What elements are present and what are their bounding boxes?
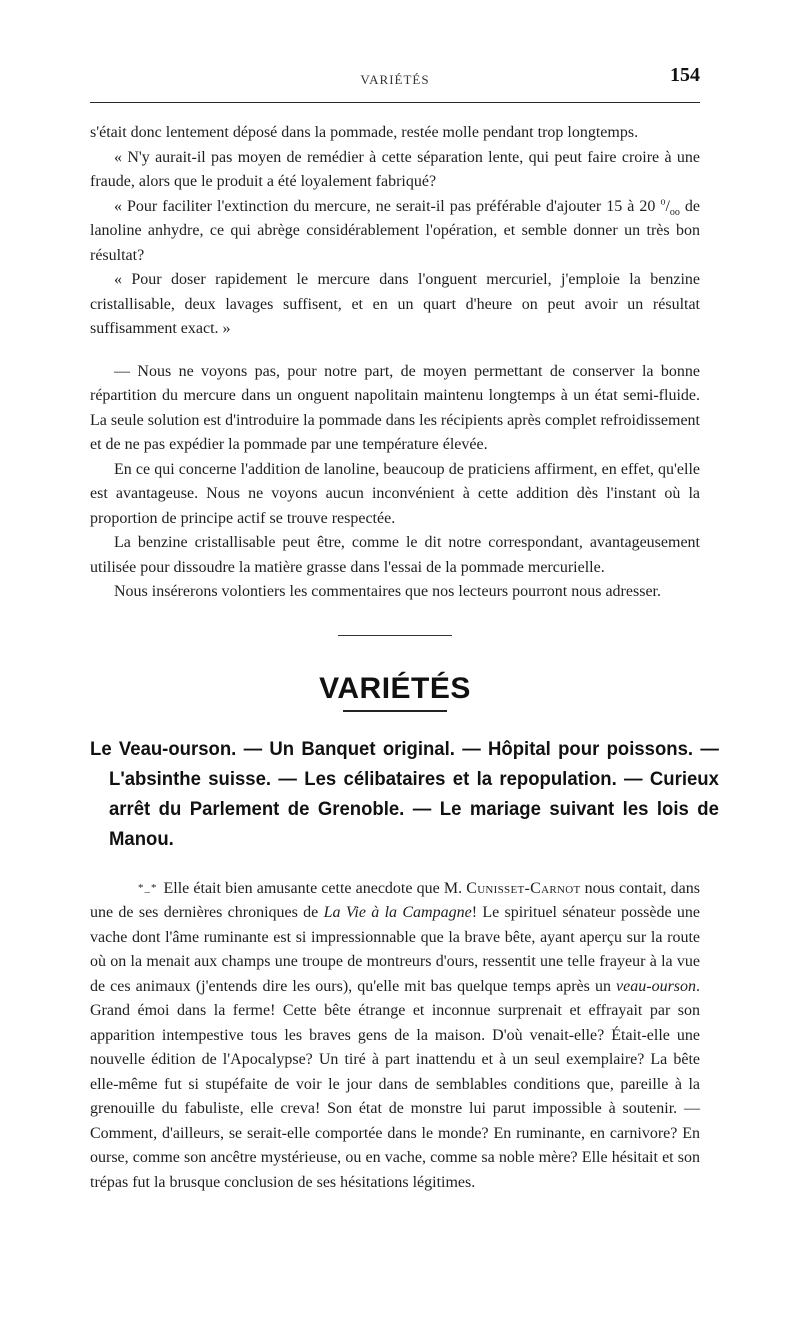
permille-sup: o (660, 196, 666, 208)
paragraph: s'était donc lentement déposé dans la pommade, restée molle pendant trop longtemps. (90, 124, 639, 141)
permille-sub: oo (669, 206, 680, 218)
paragraph: « Pour doser rapidement le mercure dans l'onguent mercuriel, j'emploie la benzine cristallisable, deux lavages suffisent, et en un quart d'heure on peut avoir un résultat suffisamment exact. » (90, 271, 700, 337)
editorial-reply (90, 360, 700, 605)
author-name: Cunisset-Carnot (466, 879, 581, 897)
section-title-underline (343, 710, 447, 712)
letter-continuation (90, 121, 700, 342)
publication-title: La Vie à la Campagne (323, 904, 472, 921)
article-text: Elle était bien amusante cette anecdote que M. (163, 879, 463, 897)
article-paragraph (90, 876, 700, 1196)
paragraph-text: de lanoline anhydre, ce qui abrège considérablement l'opération, et semble donner un très bon résultat? (90, 197, 701, 264)
section-separator (338, 635, 452, 636)
article-text: nous contait, dans une de ses dernières chroniques de (90, 879, 701, 921)
document-page (90, 60, 719, 1195)
paragraph: « N'y aurait-il pas moyen de remédier à cette séparation lente, qui peut faire croire à une fraude, alors que le produit a été loyalement fabriqué? (90, 148, 700, 190)
paragraph: — Nous ne voyons pas, pour notre part, de moyen permettant de conserver la bonne répartition du mercure dans un onguent napolitain maintenu longtemps à un état semi-fluide. La seule solution est d'introduire la pommade dans les récipients après complet refroidissement et de ne pas expédier la pommade par une température élevée. (90, 362, 700, 453)
creature-name: veau-ourson (616, 977, 697, 995)
paragraph: En ce qui concerne l'addition de lanoline, beaucoup de praticiens affirment, en effet, qu'elle est avantageuse. Nous ne voyons aucun inconvénient à cette addition dès l'instant où la proportion de principe actif se trouve respectée. (90, 460, 700, 527)
section-subtitle: Le Veau-ourson. — Un Banquet original. — Hôpital pour poissons. — L'absinthe suisse. — Les célibataires et la repopulation. — Curieux arrêt du Parlement de Grenoble. — Le mariage suivant les lois de Manou. (90, 737, 719, 850)
section-title: VARIÉTÉS (319, 671, 471, 705)
header-rule (90, 102, 700, 103)
paragraph: « Pour faciliter l'extinction du mercure, ne serait-il pas préférable d'ajouter 15 à 20 $^o/_{oo}$ de lanoline anhydre, ce qui abrège considérablement l'opération, et semble donner un très bon résultat? (90, 196, 701, 264)
lanoline-range: 15 à 20 (606, 197, 656, 215)
running-header (90, 60, 700, 92)
page-number: 154 (670, 64, 700, 86)
paragraph: La benzine cristallisable peut être, comme le dit notre correspondant, avantageusement utilisée pour dissoudre la matière grasse dans l'essai de la pommade mercurielle. (90, 534, 700, 576)
asterism: *_* (138, 881, 158, 894)
paragraph: Nous insérerons volontiers les commentaires que nos lecteurs pourront nous adresser. (114, 583, 661, 600)
paragraph-text: « Pour faciliter l'extinction du mercure, ne serait-il pas préférable d'ajouter (114, 197, 602, 215)
article-text: ! Le spirituel sénateur possède une vache dont l'âme ruminante est si impressionnable que la brave bête, ayant aperçu sur la route où on la menait aux champs une troupe de montreurs d'ours, ressentit une telle frayeur à la vue de ces animaux (j'entends dire les ours), qu'elle mit bas quelque temps après un (90, 904, 701, 995)
article-text: . Grand émoi dans la ferme! Cette bête étrange et inconnue surprenait et effrayait par son apparition intempestive tous les braves gens de la maison. D'où venait-elle? Était-elle une nouvelle édition de l'Apocalypse? Un tiré à part inattendu et à un seul exemplaire? La bête elle-même fut si stupéfaite de voir le jour dans de semblables conditions que, pareille à la grenouille du fabuliste, elle creva! Son état de monstre lui parut impossible à soutenir. — Comment, d'ailleurs, se serait-elle comportée dans le monde? En ruminante, en carnivore? En ourse, comme son ancêtre mystérieuse, ou en vache, comme sa noble mère? Elle hésitait et son trépas fut la brusque conclusion de ses hésitations légitimes. (90, 977, 701, 1191)
running-title: VARIÉTÉS (360, 72, 430, 87)
